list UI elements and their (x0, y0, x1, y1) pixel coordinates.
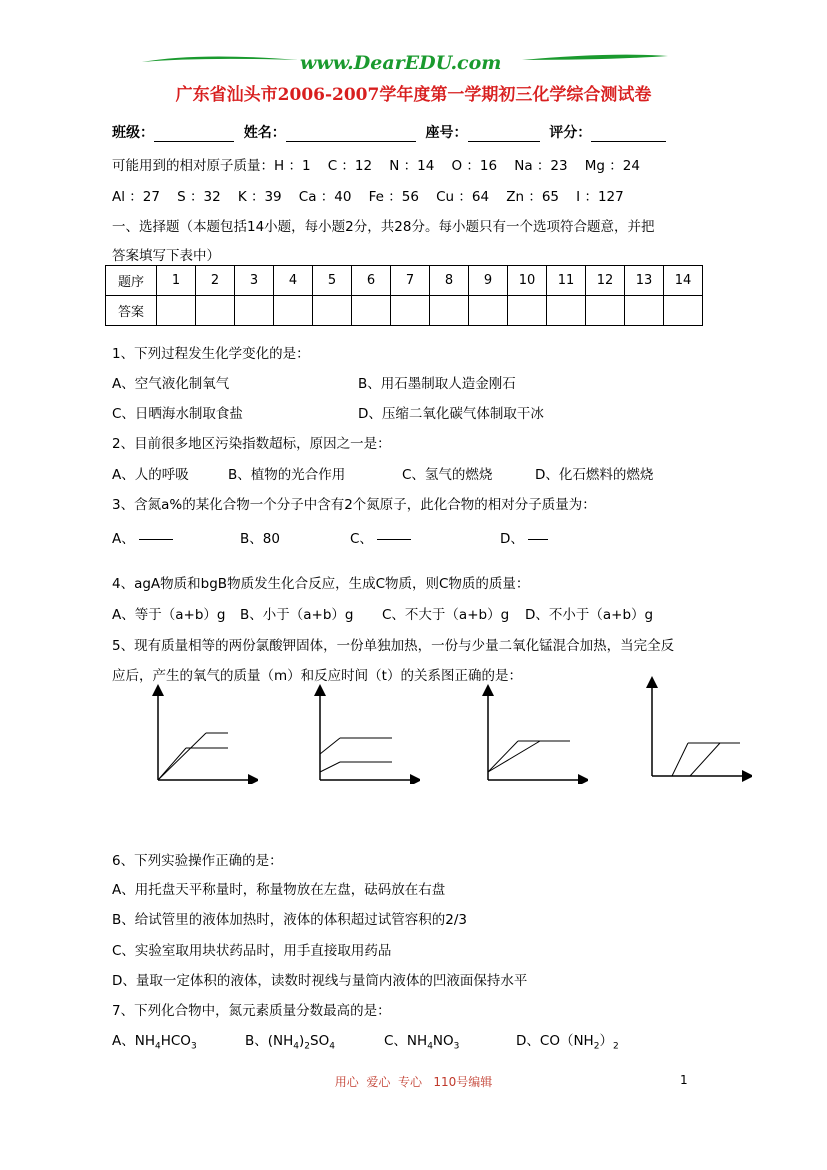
answer-cell[interactable] (313, 296, 352, 326)
answer-table-number-row (106, 266, 703, 296)
fraction-bar (528, 539, 548, 540)
page-number: 1 (680, 1073, 688, 1087)
q7d-sub-2: 2 (612, 1041, 619, 1052)
q4-option-b: B、小于（a+b）g (240, 607, 354, 623)
answer-cell[interactable] (469, 296, 508, 326)
q1-option-b: B、用石墨制取人造金刚石 (358, 376, 516, 392)
seat-label: 座号： (425, 125, 468, 141)
q-number-cell: 12 (586, 266, 625, 296)
answer-table (105, 265, 703, 326)
q7c-text-2: NO (432, 1033, 454, 1049)
q4-option-c: C、不大于（a+b）g (382, 607, 510, 623)
seat-blank[interactable] (468, 127, 540, 142)
section1-intro-line1: 一、选择题（本题包括14小题，每小题2分，共28分。每小题只有一个选项符合题意，并把 (112, 219, 655, 235)
q7d-text-2: ） (599, 1033, 613, 1049)
q7a-text-1: A、NH (112, 1033, 155, 1049)
q3-option-d (500, 527, 548, 547)
q3-option-a-label: A、 (112, 531, 135, 547)
atomic-mass-line-1: 可能用到的相对原子质量：H ：1 C ：12 N ：14 O ：16 Na ：23 Mg ：24 (112, 158, 640, 174)
q7a-sub-2: 3 (190, 1041, 197, 1052)
score-label: 评分： (549, 125, 592, 141)
answer-cell[interactable] (586, 296, 625, 326)
q6-option-b: B、给试管里的液体加热时，液体的体积超过试管容积的2/3 (112, 912, 467, 928)
answer-cell[interactable] (547, 296, 586, 326)
q-number-cell: 7 (391, 266, 430, 296)
class-blank[interactable] (154, 127, 234, 142)
q-number-cell: 14 (664, 266, 703, 296)
q1-option-d: D、压缩二氧化碳气体制取干冰 (358, 406, 544, 422)
q7c-sub-1: 4 (427, 1041, 433, 1052)
q7b-sub-1: 4 (293, 1041, 300, 1052)
q2-option-c: C、氢气的燃烧 (402, 467, 493, 483)
fraction-bar (139, 539, 173, 540)
name-blank[interactable] (286, 127, 416, 142)
q7b-text-2: ) (299, 1033, 305, 1049)
graph-option-a (148, 684, 258, 784)
question-1: 1、下列过程发生化学变化的是： (112, 346, 310, 362)
section1-intro-line2: 答案填写下表中） (112, 248, 220, 264)
question-5-line2: 应后，产生的氧气的质量（m）和反应时间（t）的关系图正确的是： (112, 668, 522, 684)
answer-cell[interactable] (235, 296, 274, 326)
question-5-line1: 5、现有质量相等的两份氯酸钾固体，一份单独加热，一份与少量二氧化锰混合加热，当完全反 (112, 638, 675, 654)
left-swoosh-decoration (140, 52, 300, 68)
answer-cell[interactable] (274, 296, 313, 326)
q7a-text-2: HCO (160, 1033, 191, 1049)
right-swoosh-decoration (520, 52, 670, 68)
fraction-bar (377, 539, 411, 540)
answer-cell[interactable] (157, 296, 196, 326)
q7d-sub-1: 2 (593, 1041, 600, 1052)
answer-cell[interactable] (508, 296, 547, 326)
q6-option-a: A、用托盘天平称量时，称量物放在左盘，砝码放在右盘 (112, 882, 446, 898)
q4-option-d: D、不小于（a+b）g (525, 607, 654, 623)
q7b-sub-2: 2 (304, 1041, 311, 1052)
answer-cell[interactable] (196, 296, 235, 326)
q6-option-c: C、实验室取用块状药品时，用手直接取用药品 (112, 943, 392, 959)
q1-option-a: A、空气液化制氧气 (112, 376, 230, 392)
q7-option-c (384, 1029, 459, 1052)
q7b-text-1: B、(NH (245, 1033, 294, 1049)
q7b-sub-3: 4 (329, 1041, 335, 1052)
q3-option-b: B、80 (240, 531, 280, 547)
q-number-cell: 3 (235, 266, 274, 296)
q3-option-c-label: C、 (350, 531, 373, 547)
q-number-cell: 8 (430, 266, 469, 296)
q7b-text-3: SO (310, 1033, 330, 1049)
q-number-cell: 5 (313, 266, 352, 296)
q-number-cell: 10 (508, 266, 547, 296)
atomic-mass-line-2: Al ：27 S ：32 K ：39 Ca ：40 Fe ：56 Cu ：64 Zn ：65 I ：127 (112, 189, 624, 205)
q7-option-b (245, 1029, 335, 1052)
q-number-cell: 9 (469, 266, 508, 296)
q2-option-b: B、植物的光合作用 (228, 467, 346, 483)
graph-option-d (642, 676, 752, 784)
student-info-row (112, 122, 666, 142)
q2-option-d: D、化石燃料的燃烧 (535, 467, 654, 483)
question-2: 2、目前很多地区污染指数超标，原因之一是： (112, 436, 391, 452)
page-title: 广东省汕头市2006-2007学年度第一学期初三化学综合测试卷 (175, 85, 652, 105)
q7c-text-1: C、NH (384, 1033, 428, 1049)
name-label: 姓名： (243, 125, 286, 141)
q-number-cell: 4 (274, 266, 313, 296)
q-number-cell: 1 (157, 266, 196, 296)
score-blank[interactable] (591, 127, 666, 142)
q-number-cell: 13 (625, 266, 664, 296)
q7d-text-1: D、CO（NH (516, 1033, 594, 1049)
q-number-cell: 6 (352, 266, 391, 296)
q6-option-d: D、量取一定体积的液体，读数时视线与量筒内液体的凹液面保持水平 (112, 973, 528, 989)
question-3: 3、含氮a%的某化合物一个分子中含有2个氮原子，此化合物的相对分子质量为： (112, 497, 596, 513)
q1-option-c: C、日晒海水制取食盐 (112, 406, 243, 422)
site-logo-text: www.DearEDU.com (300, 52, 502, 74)
question-6: 6、下列实验操作正确的是： (112, 853, 283, 869)
class-label: 班级： (112, 125, 154, 141)
question-7: 7、下列化合物中，氮元素质量分数最高的是： (112, 1003, 391, 1019)
footer-text: 用心 爱心 专心 110号编辑 (334, 1075, 493, 1089)
q3-option-d-label: D、 (500, 531, 524, 547)
q3-option-a (112, 527, 173, 547)
q7-option-a (112, 1029, 197, 1052)
q2-option-a: A、人的呼吸 (112, 467, 189, 483)
q7a-sub-1: 4 (155, 1041, 161, 1052)
graph-option-c (478, 684, 588, 784)
q4-option-a: A、等于（a+b）g (112, 607, 226, 623)
q7c-sub-2: 3 (453, 1041, 460, 1052)
row-label-answer: 答案 (106, 296, 157, 326)
question-4: 4、agA物质和bgB物质发生化合反应，生成C物质，则C物质的质量： (112, 576, 530, 592)
q-number-cell: 11 (547, 266, 586, 296)
answer-cell[interactable] (430, 296, 469, 326)
answer-table-answer-row (106, 296, 703, 326)
row-label-number: 题序 (106, 266, 157, 296)
q-number-cell: 2 (196, 266, 235, 296)
answer-cell[interactable] (664, 296, 703, 326)
q7-option-d (516, 1029, 619, 1052)
answer-cell[interactable] (391, 296, 430, 326)
graph-option-b (310, 684, 420, 784)
q3-option-c (350, 527, 411, 547)
answer-cell[interactable] (352, 296, 391, 326)
answer-cell[interactable] (625, 296, 664, 326)
